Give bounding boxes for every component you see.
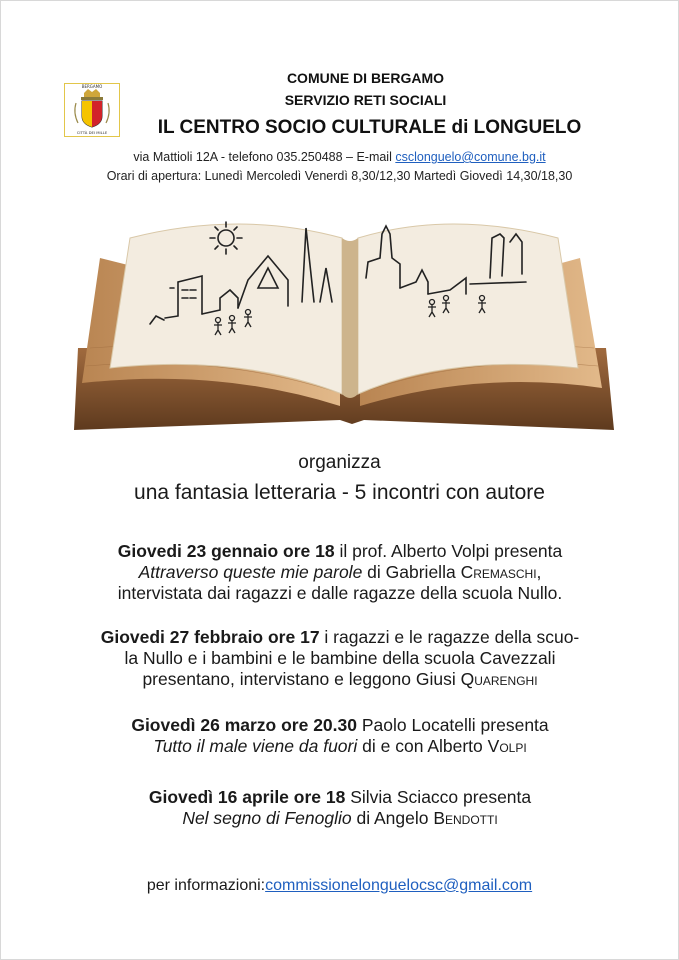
info-label: per informazioni: [146, 877, 266, 894]
event-2-text: i ragazzi e le ragazze della scuo- [319, 627, 580, 647]
event-1-title: Attraverso queste mie parole [138, 562, 363, 582]
header-servizio: SERVIZIO RETI SOCIALI [284, 92, 447, 108]
header-comune: COMUNE DI BERGAMO [286, 70, 445, 86]
event-3-by: di e con Alberto [357, 736, 488, 756]
email-link-csc[interactable]: csclonguelo@comune.bg.it [395, 150, 546, 164]
event-3-line-2 [40, 736, 640, 757]
opening-hours: Orari di apertura: Lunedì Mercoledì Venerdì 8,30/12,30 Martedì Giovedì 14,30/18,30 [106, 169, 573, 183]
event-1-comma: , [536, 562, 542, 582]
event-4-by: di Angelo [351, 808, 434, 828]
event-4-author: Bendotti [433, 808, 498, 828]
event-3-line-1 [40, 715, 640, 736]
event-1-author: Cremaschi [460, 562, 537, 582]
book-illustration [70, 198, 618, 438]
address-text: via Mattioli 12A - telefono 035.250488 – E-mail [133, 150, 396, 164]
event-2-by: presentano, intervistano e leggono Giusi [142, 669, 461, 689]
event-3 [40, 715, 640, 757]
svg-text:CITTÀ DEI MILLE: CITTÀ DEI MILLE [76, 130, 108, 135]
event-2-date: Giovedi 27 febbraio ore 17 [100, 627, 320, 647]
event-1-line-2 [40, 562, 640, 583]
event-1 [40, 541, 640, 604]
event-3-author: Volpi [487, 736, 527, 756]
event-2 [40, 627, 640, 690]
event-1-text: il prof. Alberto Volpi presenta [334, 541, 563, 561]
event-2-line-1 [40, 627, 640, 648]
event-1-by: di Gabriella [362, 562, 461, 582]
event-1-date: Giovedi 23 gennaio ore 18 [117, 541, 335, 561]
event-2-author: Quarenghi [460, 669, 538, 689]
event-series-subtitle: una fantasia letteraria - 5 incontri con autore [134, 481, 545, 504]
event-3-title: Tutto il male viene da fuori [153, 736, 358, 756]
event-4-title: Nel segno di Fenoglio [182, 808, 352, 828]
address-line [0, 150, 679, 164]
event-4-date: Giovedì 16 aprile ore 18 [148, 787, 346, 807]
event-2-line-2: la Nullo e i bambini e le bambine della scuola Cavezzali [124, 648, 556, 668]
event-4 [40, 787, 640, 829]
organizza-text: organizza [298, 452, 381, 473]
event-4-text: Silvia Sciacco presenta [345, 787, 532, 807]
event-2-line-3 [40, 669, 640, 690]
email-link-commissione[interactable]: commissionelonguelocsc@gmail.com [265, 877, 533, 894]
event-4-line-2 [40, 808, 640, 829]
event-4-line-1 [40, 787, 640, 808]
svg-text:BERGAMO: BERGAMO [81, 84, 103, 89]
event-3-text: Paolo Locatelli presenta [357, 715, 549, 735]
info-line [0, 877, 679, 895]
event-1-line-1 [40, 541, 640, 562]
event-3-date: Giovedì 26 marzo ore 20.30 [131, 715, 357, 735]
header-centro: IL CENTRO SOCIO CULTURALE di LONGUELO [157, 117, 582, 138]
event-1-line-3: intervistata dai ragazzi e dalle ragazze della scuola Nullo. [117, 583, 563, 603]
